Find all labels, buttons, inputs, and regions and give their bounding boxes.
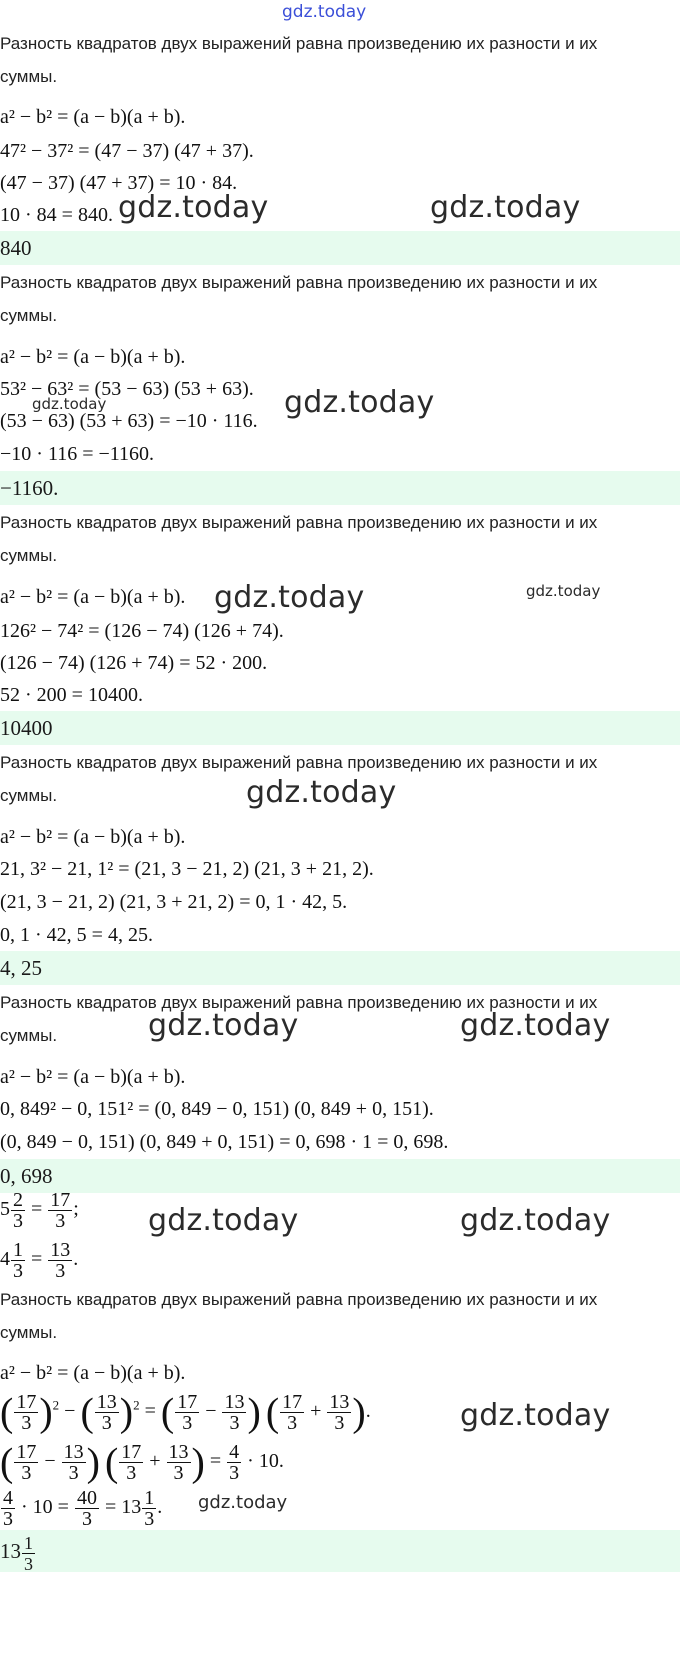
formula-5: a² − b² = (a − b)(a + b). bbox=[0, 1066, 186, 1088]
watermark: gdz.today bbox=[32, 395, 107, 413]
rule-text-4b: суммы. bbox=[0, 786, 58, 805]
watermark: gdz.today bbox=[214, 580, 365, 615]
rule-text-1a: Разность квадратов двух выражений равна произведению их разности и их bbox=[0, 34, 598, 53]
b2-line3: −10 · 116 = −1160. bbox=[0, 443, 155, 465]
watermark-top: gdz.today bbox=[282, 2, 367, 22]
watermark: gdz.today bbox=[460, 1008, 611, 1043]
b2-line1: 53² − 63² = (53 − 63) (53 + 63). bbox=[0, 378, 254, 400]
watermark: gdz.today bbox=[246, 775, 397, 810]
b1-line1: 47² − 37² = (47 − 37) (47 + 37). bbox=[0, 140, 254, 162]
formula-4: a² − b² = (a − b)(a + b). bbox=[0, 826, 186, 848]
watermark: gdz.today bbox=[526, 582, 601, 600]
formula-2: a² − b² = (a − b)(a + b). bbox=[0, 346, 186, 368]
answer-3: 10400 bbox=[0, 711, 680, 745]
b1-line3: 10 · 84 = 840. bbox=[0, 204, 113, 226]
watermark: gdz.today bbox=[148, 1008, 299, 1043]
rule-text-4a: Разность квадратов двух выражений равна произведению их разности и их bbox=[0, 753, 598, 772]
b6-line3: $\frac{4}{3}$ · 10 = $\frac{40}{3}$ = 13 $\frac{1}{3}$ . bbox=[3, 1487, 163, 1530]
b4-line3: 0, 1 · 42, 5 = 4, 25. bbox=[0, 924, 153, 946]
formula-3: a² − b² = (a − b)(a + b). bbox=[0, 586, 186, 608]
formula-1: a² − b² = (a − b)(a + b). bbox=[0, 106, 186, 128]
watermark: gdz.today bbox=[284, 385, 435, 420]
watermark: gdz.today bbox=[118, 190, 269, 225]
b6-conversion-1: 5 $\frac{2}{3}$ = $\frac{17}{3}$ ; bbox=[0, 1189, 79, 1232]
answer-5: 0, 698 bbox=[0, 1159, 680, 1193]
answer-6: 13 $\frac{1}{3}$ bbox=[0, 1530, 680, 1572]
b3-line3: 52 · 200 = 10400. bbox=[0, 684, 143, 706]
answer-1: 840 bbox=[0, 231, 680, 265]
b2-line2: (53 − 63) (53 + 63) = −10 · 116. bbox=[0, 410, 258, 432]
rule-text-2a: Разность квадратов двух выражений равна произведению их разности и их bbox=[0, 273, 598, 292]
watermark: gdz.today bbox=[198, 1492, 288, 1513]
answer-4: 4, 25 bbox=[0, 951, 680, 985]
rule-text-6b: суммы. bbox=[0, 1323, 58, 1342]
rule-text-5b: суммы. bbox=[0, 1026, 58, 1045]
b5-line1: 0, 849² − 0, 151² = (0, 849 − 0, 151) (0, 849 + 0, 151). bbox=[0, 1098, 434, 1120]
rule-text-3b: суммы. bbox=[0, 546, 58, 565]
rule-text-2b: суммы. bbox=[0, 306, 58, 325]
b6-conversion-2: 4 $\frac{1}{3}$ = $\frac{13}{3}$ . bbox=[0, 1239, 79, 1282]
b6-line1: ( $\frac{17}{3}$ )$^2$ − ( $\frac{13}{3}$ )$^2$ = ( $\frac{17}{3}$ − $\frac{13}{3}$ ) ( $\frac{17}{3}$ + $\frac{13}{3}$ ). bbox=[0, 1389, 371, 1435]
b3-line1: 126² − 74² = (126 − 74) (126 + 74). bbox=[0, 620, 284, 642]
watermark: gdz.today bbox=[460, 1398, 611, 1433]
b3-line2: (126 − 74) (126 + 74) = 52 · 200. bbox=[0, 652, 268, 674]
rule-text-1b: суммы. bbox=[0, 67, 58, 86]
b6-line2: ( $\frac{17}{3}$ − $\frac{13}{3}$ ) ( $\frac{17}{3}$ + $\frac{13}{3}$ ) = $\frac{4}{3}$ · 10. bbox=[0, 1439, 284, 1485]
watermark: gdz.today bbox=[460, 1203, 611, 1238]
rule-text-5a: Разность квадратов двух выражений равна произведению их разности и их bbox=[0, 993, 598, 1012]
b4-line2: (21, 3 − 21, 2) (21, 3 + 21, 2) = 0, 1 · 42, 5. bbox=[0, 891, 348, 913]
b4-line1: 21, 3² − 21, 1² = (21, 3 − 21, 2) (21, 3 + 21, 2). bbox=[0, 858, 374, 880]
watermark: gdz.today bbox=[430, 190, 581, 225]
watermark: gdz.today bbox=[148, 1203, 299, 1238]
b1-line2: (47 − 37) (47 + 37) = 10 · 84. bbox=[0, 172, 238, 194]
answer-2: −1160. bbox=[0, 471, 680, 505]
rule-text-6a: Разность квадратов двух выражений равна произведению их разности и их bbox=[0, 1290, 598, 1309]
b5-line2: (0, 849 − 0, 151) (0, 849 + 0, 151) = 0, 698 · 1 = 0, 698. bbox=[0, 1131, 449, 1153]
formula-6: a² − b² = (a − b)(a + b). bbox=[0, 1362, 186, 1384]
rule-text-3a: Разность квадратов двух выражений равна произведению их разности и их bbox=[0, 513, 598, 532]
